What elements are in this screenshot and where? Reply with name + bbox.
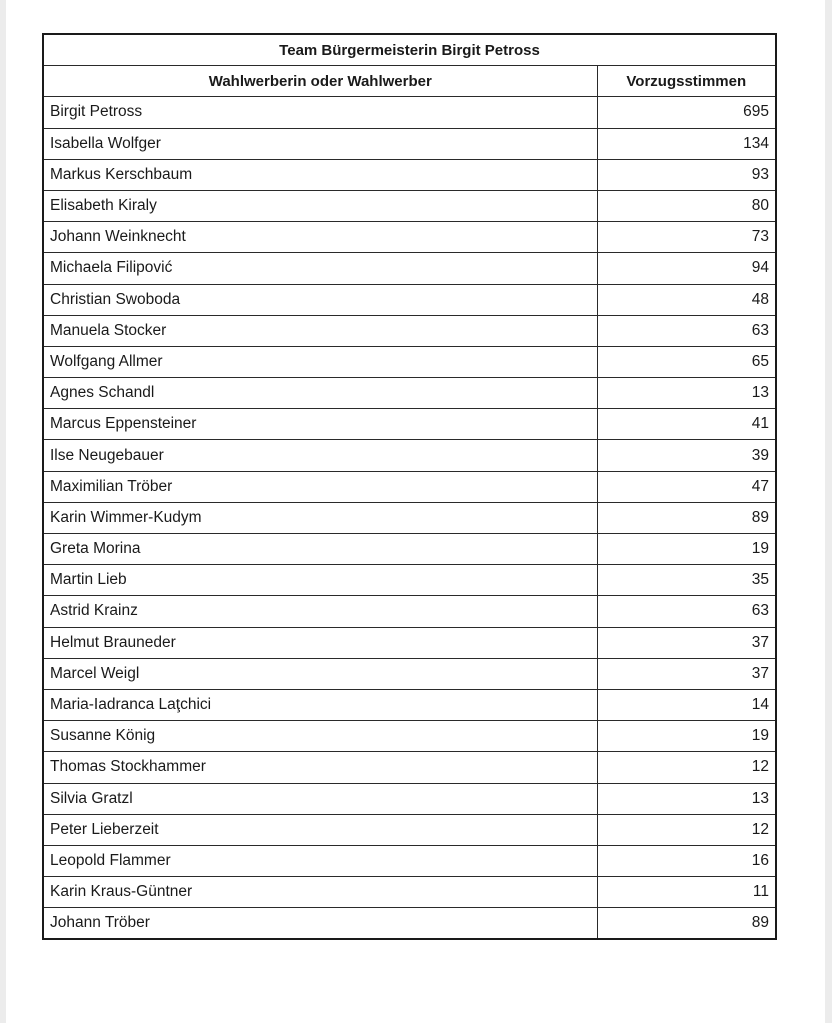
table-title: Team Bürgermeisterin Birgit Petross bbox=[43, 34, 776, 66]
table-row bbox=[43, 845, 776, 876]
candidate-name: Michaela Filipović bbox=[43, 253, 597, 284]
candidate-name: Marcus Eppensteiner bbox=[43, 409, 597, 440]
table-row bbox=[43, 502, 776, 533]
table-row bbox=[43, 128, 776, 159]
table-body bbox=[43, 97, 776, 940]
table-row bbox=[43, 190, 776, 221]
table-row bbox=[43, 783, 776, 814]
candidate-name: Elisabeth Kiraly bbox=[43, 190, 597, 221]
preference-votes: 35 bbox=[597, 565, 776, 596]
candidate-name: Christian Swoboda bbox=[43, 284, 597, 315]
table-row bbox=[43, 721, 776, 752]
table-row bbox=[43, 596, 776, 627]
preference-votes: 14 bbox=[597, 689, 776, 720]
table-row bbox=[43, 346, 776, 377]
candidate-name: Karin Wimmer-Kudym bbox=[43, 502, 597, 533]
document-page bbox=[6, 0, 825, 1023]
preference-votes: 48 bbox=[597, 284, 776, 315]
table-title-row bbox=[43, 34, 776, 66]
preference-votes: 134 bbox=[597, 128, 776, 159]
preference-votes: 63 bbox=[597, 596, 776, 627]
table-row bbox=[43, 315, 776, 346]
preference-votes: 93 bbox=[597, 159, 776, 190]
candidate-name: Astrid Krainz bbox=[43, 596, 597, 627]
table-row bbox=[43, 222, 776, 253]
table-row bbox=[43, 378, 776, 409]
candidate-name: Helmut Brauneder bbox=[43, 627, 597, 658]
table-header-row bbox=[43, 66, 776, 97]
preference-votes: 13 bbox=[597, 783, 776, 814]
preference-votes: 11 bbox=[597, 877, 776, 908]
table-row bbox=[43, 440, 776, 471]
candidate-name: Martin Lieb bbox=[43, 565, 597, 596]
candidate-name: Birgit Petross bbox=[43, 97, 597, 128]
candidate-name: Maximilian Tröber bbox=[43, 471, 597, 502]
preference-votes: 16 bbox=[597, 845, 776, 876]
table-row bbox=[43, 877, 776, 908]
preference-votes: 94 bbox=[597, 253, 776, 284]
candidate-name: Markus Kerschbaum bbox=[43, 159, 597, 190]
candidate-name: Johann Tröber bbox=[43, 908, 597, 940]
table-row bbox=[43, 814, 776, 845]
candidate-name: Susanne König bbox=[43, 721, 597, 752]
candidate-name: Johann Weinknecht bbox=[43, 222, 597, 253]
table-row bbox=[43, 97, 776, 128]
preference-votes: 73 bbox=[597, 222, 776, 253]
preference-votes: 37 bbox=[597, 658, 776, 689]
candidate-name: Thomas Stockhammer bbox=[43, 752, 597, 783]
column-header-votes: Vorzugsstimmen bbox=[597, 66, 776, 97]
table-row bbox=[43, 534, 776, 565]
column-header-candidate: Wahlwerberin oder Wahlwerber bbox=[43, 66, 597, 97]
table-row bbox=[43, 752, 776, 783]
preference-votes: 12 bbox=[597, 814, 776, 845]
candidate-name: Silvia Gratzl bbox=[43, 783, 597, 814]
table-row bbox=[43, 159, 776, 190]
table-row bbox=[43, 253, 776, 284]
preference-votes: 37 bbox=[597, 627, 776, 658]
preference-votes: 13 bbox=[597, 378, 776, 409]
preference-votes: 89 bbox=[597, 502, 776, 533]
table-row bbox=[43, 908, 776, 940]
candidate-name: Karin Kraus-Güntner bbox=[43, 877, 597, 908]
preference-votes-table bbox=[42, 33, 777, 940]
candidate-name: Marcel Weigl bbox=[43, 658, 597, 689]
candidate-name: Agnes Schandl bbox=[43, 378, 597, 409]
table-row bbox=[43, 471, 776, 502]
candidate-name: Maria-Iadranca Laţchici bbox=[43, 689, 597, 720]
preference-votes: 89 bbox=[597, 908, 776, 940]
candidate-name: Peter Lieberzeit bbox=[43, 814, 597, 845]
preference-votes: 695 bbox=[597, 97, 776, 128]
table-row bbox=[43, 658, 776, 689]
table-row bbox=[43, 689, 776, 720]
candidate-name: Leopold Flammer bbox=[43, 845, 597, 876]
table-row bbox=[43, 284, 776, 315]
preference-votes: 19 bbox=[597, 721, 776, 752]
preference-votes: 39 bbox=[597, 440, 776, 471]
candidate-name: Greta Morina bbox=[43, 534, 597, 565]
preference-votes: 41 bbox=[597, 409, 776, 440]
table-row bbox=[43, 627, 776, 658]
preference-votes: 63 bbox=[597, 315, 776, 346]
candidate-name: Manuela Stocker bbox=[43, 315, 597, 346]
table-row bbox=[43, 409, 776, 440]
preference-votes: 19 bbox=[597, 534, 776, 565]
preference-votes: 80 bbox=[597, 190, 776, 221]
candidate-name: Ilse Neugebauer bbox=[43, 440, 597, 471]
candidate-name: Isabella Wolfger bbox=[43, 128, 597, 159]
table-row bbox=[43, 565, 776, 596]
preference-votes: 47 bbox=[597, 471, 776, 502]
preference-votes: 12 bbox=[597, 752, 776, 783]
preference-votes: 65 bbox=[597, 346, 776, 377]
candidate-name: Wolfgang Allmer bbox=[43, 346, 597, 377]
